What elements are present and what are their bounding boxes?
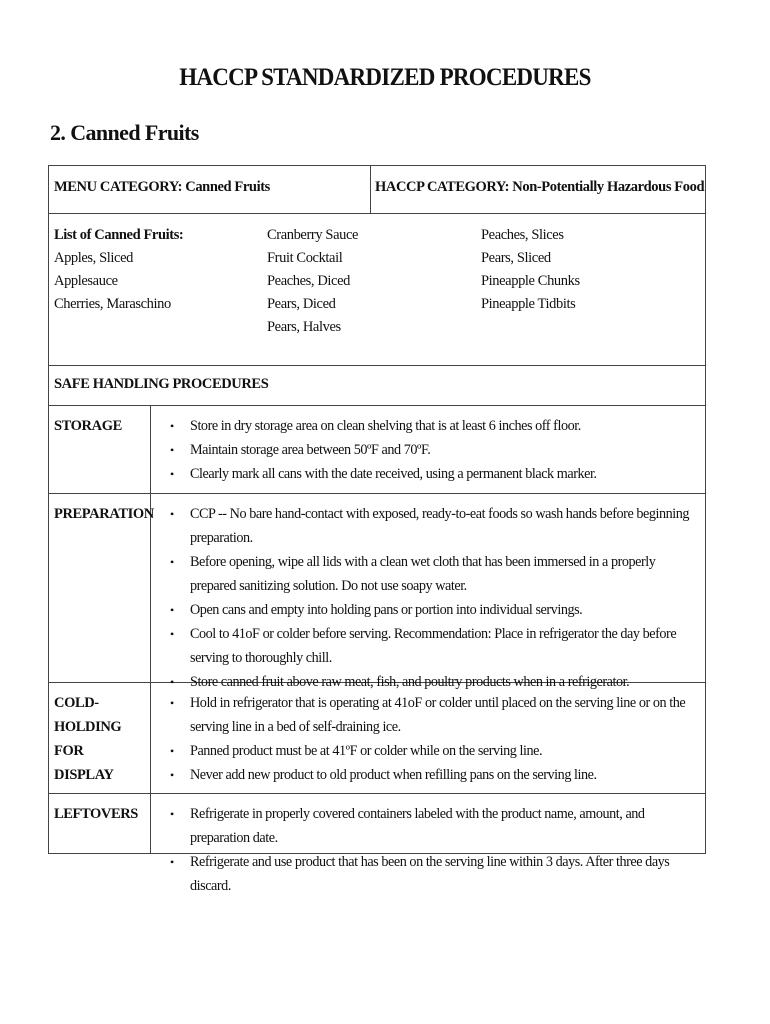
- list-item: • Store in dry storage area on clean shelving that is at least 6 inches off floor.: [166, 414, 696, 438]
- fruit-item: Apples, Sliced: [54, 250, 133, 266]
- bullet-icon: •: [170, 443, 174, 457]
- leftovers-row: [49, 794, 705, 894]
- category-row: [49, 166, 705, 214]
- page-title: HACCP STANDARDIZED PROCEDURES: [179, 64, 591, 91]
- fruit-list-row: [49, 214, 705, 366]
- list-item: • Before opening, wipe all lids with a clean wet cloth that has been immersed in a properly prepared sanitizing solution. Do not use soapy water.: [166, 550, 696, 598]
- safe-handling-header-row: [49, 366, 705, 406]
- leftovers-items: [166, 802, 696, 898]
- fruit-column-2: [267, 224, 358, 339]
- list-item: • Clearly mark all cans with the date received, using a permanent black marker.: [166, 462, 696, 486]
- bullet-icon: •: [170, 696, 174, 710]
- fruit-item: Pears, Sliced: [481, 250, 551, 266]
- procedures-table: [48, 165, 706, 894]
- bullet-icon: •: [170, 627, 174, 641]
- fruit-item: Pineapple Chunks: [481, 273, 580, 289]
- list-item: • Refrigerate and use product that has been on the serving line within 3 days. After three days discard.: [166, 850, 696, 898]
- menu-category-cell: [49, 166, 371, 213]
- list-item: • Open cans and empty into holding pans or portion into individual servings.: [166, 598, 696, 622]
- safe-handling-title: SAFE HANDLING PROCEDURES: [54, 376, 269, 392]
- preparation-row: [49, 494, 705, 690]
- cold-holding-label: COLD- HOLDING FOR DISPLAY: [54, 695, 122, 783]
- fruit-item: Cherries, Maraschino: [54, 296, 171, 312]
- fruit-item: Cranberry Sauce: [267, 227, 359, 243]
- bullet-icon: •: [170, 467, 174, 481]
- fruit-column-3: [481, 224, 580, 316]
- list-item: • Panned product must be at 41ºF or colder while on the serving line.: [166, 739, 696, 763]
- fruit-item: Peaches, Diced: [267, 273, 350, 289]
- menu-category-text: MENU CATEGORY: Canned Fruits: [54, 179, 270, 195]
- bullet-icon: •: [170, 768, 174, 782]
- bullet-icon: •: [170, 855, 174, 869]
- bullet-icon: •: [170, 744, 174, 758]
- storage-label-cell: [49, 406, 151, 493]
- bullet-icon: •: [170, 603, 174, 617]
- bullet-icon: •: [170, 555, 174, 569]
- fruit-item: Pears, Diced: [267, 296, 336, 312]
- leftovers-label-cell: [49, 794, 151, 853]
- list-item: • Never add new product to old product when refilling pans on the serving line.: [166, 763, 696, 787]
- list-item: • Maintain storage area between 50ºF and 70ºF.: [166, 438, 696, 462]
- cold-holding-label-cell: [49, 683, 151, 793]
- preparation-label-cell: [49, 494, 154, 682]
- section-title: 2. Canned Fruits: [50, 120, 199, 145]
- haccp-category-text: HACCP CATEGORY: Non-Potentially Hazardous Food: [375, 179, 705, 195]
- fruit-item: Pineapple Tidbits: [481, 296, 576, 312]
- leftovers-label: LEFTOVERS: [54, 806, 138, 822]
- preparation-label: PREPARATION: [54, 506, 154, 522]
- bullet-icon: •: [170, 675, 174, 689]
- fruit-item: Peaches, Slices: [481, 227, 564, 243]
- fruit-item: Pears, Halves: [267, 319, 341, 335]
- fruit-column-1: [54, 224, 183, 316]
- storage-label: STORAGE: [54, 418, 122, 434]
- list-item: • Cool to 41oF or colder before serving. Recommendation: Place in refrigerator the day before serving to thoroughly chill.: [166, 622, 696, 670]
- list-item: • Hold in refrigerator that is operating at 41oF or colder until placed on the serving line or on the serving line in a bed of self-draining ice.: [166, 691, 696, 739]
- bullet-icon: •: [170, 807, 174, 821]
- fruit-item: Fruit Cocktail: [267, 250, 343, 266]
- list-item: • Store canned fruit above raw meat, fish, and poultry products when in a refrigerator.: [166, 670, 696, 694]
- cold-holding-items: [166, 691, 696, 787]
- fruit-item: Applesauce: [54, 273, 118, 289]
- bullet-icon: •: [170, 419, 174, 433]
- storage-items: [166, 414, 696, 486]
- bullet-icon: •: [170, 507, 174, 521]
- cold-holding-row: [49, 683, 705, 794]
- fruit-list-heading: List of Canned Fruits:: [54, 227, 184, 243]
- storage-row: [49, 406, 705, 494]
- list-item: • CCP -- No bare hand-contact with exposed, ready-to-eat foods so wash hands before beginning preparation.: [166, 502, 696, 550]
- list-item: • Refrigerate in properly covered containers labeled with the product name, amount, and preparation date.: [166, 802, 696, 850]
- preparation-items: [166, 502, 696, 694]
